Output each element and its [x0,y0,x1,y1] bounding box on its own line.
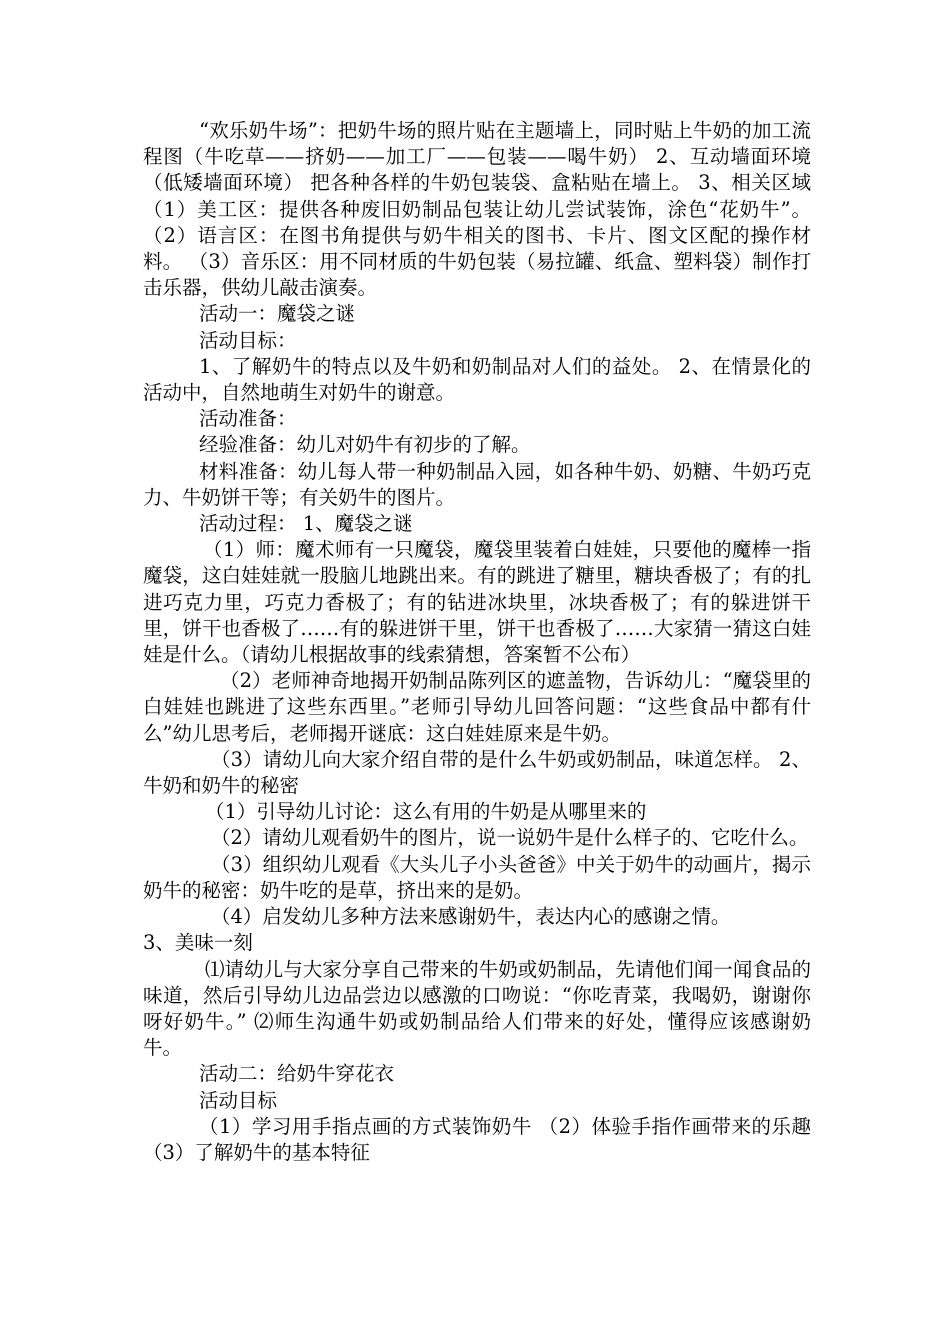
heading-activity-process: 活动过程： 1、魔袋之谜 [199,512,413,536]
paragraph-step-1-2: （2）老师神奇地揭开奶制品陈列区的遮盖物，告诉幼儿：“魔袋里的白娃娃也跳进了这些东西里。”老师引导幼儿回答问题：“这些食品中都有什么”幼儿思考后，老师揭开谜底：这白娃娃原来是牛奶。 [143,669,811,745]
heading-activity-two: 活动二：给奶牛穿花衣 [199,1062,395,1086]
paragraph-step-3: ⑴请幼儿与大家分享自己带来的牛奶或奶制品，先请他们闻一闻食品的味道，然后引导幼儿边品尝边以感激的口吻说：“你吃青菜，我喝奶，谢谢你呀好奶牛。” ⑵师生沟通牛奶或奶制品给人们带来的好处，懂得应该感谢奶牛。 [143,957,811,1060]
paragraph-material-prep: 材料准备：幼儿每人带一种奶制品入园，如各种牛奶、奶糖、牛奶巧克力、牛奶饼干等；有关奶牛的图片。 [143,459,811,509]
paragraph-step-2-1: （1）引导幼儿讨论：这么有用的牛奶是从哪里来的 [205,800,647,824]
heading-activity-two-goals: 活动目标 [199,1088,278,1112]
heading-activity-goals: 活动目标： [199,328,297,352]
document-body [143,118,811,1166]
paragraph-step-2-2: （2）请幼儿观看奶牛的图片，说一说奶牛是什么样子的、它吃什么。 [211,826,809,850]
heading-step-3: 3、美味一刻 [143,931,253,955]
paragraph-experience-prep: 经验准备：幼儿对奶牛有初步的了解。 [199,433,531,457]
paragraph-step-1-1: （1）师：魔术师有一只魔袋，魔袋里装着白娃娃，只要他的魔棒一指魔袋，这白娃娃就一股脑儿地跳出来。有的跳进了糖里，糖块香极了；有的扎进巧克力里，巧克力香极了；有的钻进冰块里，冰块香极了；有的躲进饼干里，饼干也香极了……有的躲进饼干里，饼干也香极了……大家猜一猜这白娃娃是什么。（请幼儿根据故事的线索猜想，答案暂不公布） [143,538,811,667]
paragraph-goals: 1、了解奶牛的特点以及牛奶和奶制品对人们的益处。 2、在情景化的活动中，自然地萌生对奶牛的谢意。 [143,354,811,405]
paragraph-step-1-3: （3）请幼儿向大家介绍自带的是什么牛奶或奶制品，味道怎样。 2、牛奶和奶牛的秘密 [143,747,811,798]
heading-activity-prep: 活动准备： [199,407,297,431]
heading-activity-one: 活动一：魔袋之谜 [199,302,356,326]
paragraph-step-2-4: （4）启发幼儿多种方法来感谢奶牛，表达内心的感谢之情。 [211,905,731,929]
paragraph-environment: “欢乐奶牛场”：把奶牛场的照片贴在主题墙上，同时贴上牛奶的加工流程图（牛吃草——挤奶——加工厂——包装——喝牛奶） 2、互动墙面环境（低矮墙面环境） 把各种各样的牛奶包装袋、盒粘贴在墙上。 3、相关区域 （1）美工区：提供各种废旧奶制品包装让幼儿尝试装饰，涂色“花奶牛”。 （2）语言区：在图书角提供与奶牛相关的图书、卡片、图文区配的操作材料。 （3）音乐区：用不同材质的牛奶包装（易拉罐、纸盒、塑料袋）制作打击乐器，供幼儿敲击演奏。 [143,119,811,300]
paragraph-activity-two-goals: （1）学习用手指点画的方式装饰奶牛 （2）体验手指作画带来的乐趣 （3）了解奶牛的基本特征 [143,1114,811,1164]
paragraph-step-2-3: （3）组织幼儿观看《大头儿子小头爸爸》中关于奶牛的动画片，揭示奶牛的秘密：奶牛吃的是草，挤出来的是奶。 [143,852,811,902]
